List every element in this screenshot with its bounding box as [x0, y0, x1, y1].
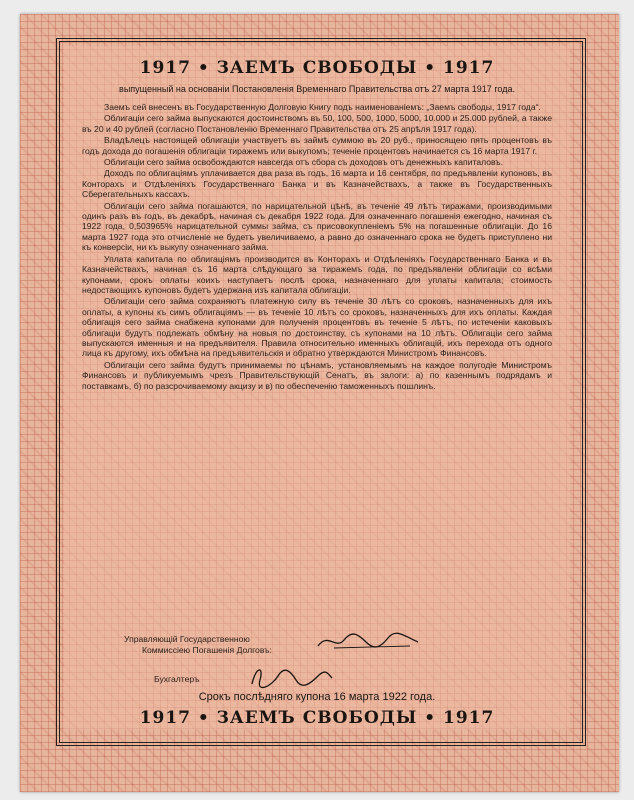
accountant-signature-icon — [246, 664, 336, 690]
last-coupon-date: Срокъ послѣдняго купона 16 марта 1922 года. — [198, 691, 436, 703]
manager-title-line2: Коммиссiею Погашенiя Долговъ: — [142, 645, 272, 655]
bond-text-panel — [64, 46, 570, 730]
accountant-title: Бухгалтеръ — [154, 674, 200, 684]
terms-paragraph: Уплата капитала по облигацiямъ производится въ Конторахъ и Отдѣленiяхъ Государственнаго Банка и въ Казначействахъ, начиная съ 16 марта слѣдующаго за тиражемъ года, по предъявленiи облигацiи со всѣми купонами, срокъ оплаты коихъ наступаетъ послѣ срока, назначеннаго для уплаты капитала; стоимость недостающихъ купоновъ будетъ удержана изъ капитала облигацiи. — [82, 253, 552, 295]
bond-subtitle: выпущенный на основанiи Постановленiя Временнаго Правительства отъ 27 марта 1917 года. — [119, 84, 515, 94]
terms-paragraph: Облигацiи сего займа сохраняютъ платежную силу въ теченiе 30 лѣтъ со сроковъ, назначенныхъ для ихъ оплаты, а купоны къ симъ облигацiямъ — въ теченiе 10 лѣтъ со сроковъ, назначенныхъ для ихъ оплаты. Каждая облигацiя сего займа снабжена купонами для полученiя процентовъ въ теченiе 5 лѣтъ, по истеченiи каковыхъ облигацiи будутъ подлежать обмѣну на новыя по достоинству, съ купонами на 10 лѣтъ. Облигацiи сего займа выпускаются именныя и на предъявителя. Правила относительно именныхъ облигацiй, ихъ перехода отъ одного лица къ другому, ихъ обмѣна на предъявительскiя и обратно утверждаются Министромъ Финансовъ. — [82, 296, 552, 359]
terms-paragraph: Облигацiи сего займа освобождаются навсегда отъ сбора съ доходовъ отъ денежныхъ капиталовъ. — [104, 157, 504, 168]
terms-paragraph: Владѣлецъ настоящей облигацiи участвуетъ въ займѣ суммою въ 20 руб., приносящею пять процентовъ въ годъ дохода до погашенiя облигацiи тиражемъ или выкупомъ; теченiе процентовъ начинается съ 16 марта 1917 г. — [82, 135, 552, 156]
manager-signature-icon — [314, 628, 424, 654]
terms-paragraph: Заемъ сей внесенъ въ Государственную Долговую Книгу подъ наименованiемъ: „Заемъ свободы, 1917 года“. — [104, 102, 541, 112]
terms-paragraph: Облигацiи сего займа погашаются, по нарицательной цѣнѣ, въ теченiе 49 лѣтъ тиражами, производимыми одинъ разъ въ годъ, въ декабрѣ, начиная съ декабря 1922 года. Для означеннаго погашенiя ежегодно, начиная съ 1922 года, 0,503965% нарицательной суммы займа, съ присовокупленiемъ 5% на погашенные облигацiи. До 16 марта 1927 года это отчисленiе не будетъ увеличиваемо, а равно до означеннаго срока не будетъ приступлено ни къ конверсiи, ни къ выкупу означеннаго займа. — [82, 200, 552, 253]
bond-footer-title: 1917 • ЗАЕМЪ СВОБОДЫ • 1917 — [139, 708, 495, 728]
manager-title-line1: Управляющiй Государственною — [124, 634, 250, 644]
terms-paragraph: Доходъ по облигацiямъ уплачивается два раза въ годъ, 16 марта и 16 сентября, по предъявленiи купоновъ, въ Конторахъ и Отдѣленiяхъ Государственнаго Банка и въ Казначействахъ, а также въ Государственныхъ Сберегательныхъ кассахъ. — [82, 168, 552, 200]
terms-paragraph: Облигацiи сего займа будутъ принимаемы по цѣнамъ, установляемымъ на каждое полугодiе Министромъ Финансовъ и публикуемымъ чрезъ Правительствующiй Сенатъ, въ залоги: а) по казеннымъ подрядамъ и поставкамъ, б) по разсрочиваемому акцизу и в) по обеспеченiю таможенныхъ пошлинъ. — [82, 359, 552, 391]
terms-paragraph: Облигацiи сего займа выпускаются достоинствомъ въ 50, 100, 500, 1000, 5000, 10.000 и 25.000 рублей, а также въ 20 и 40 рублей (согласно Постановленiю Временнаго Правительства отъ 25 апрѣля 1917 года). — [82, 113, 552, 134]
bond-title: 1917 • ЗАЕМЪ СВОБОДЫ • 1917 — [139, 58, 495, 78]
bond-terms — [82, 102, 552, 392]
